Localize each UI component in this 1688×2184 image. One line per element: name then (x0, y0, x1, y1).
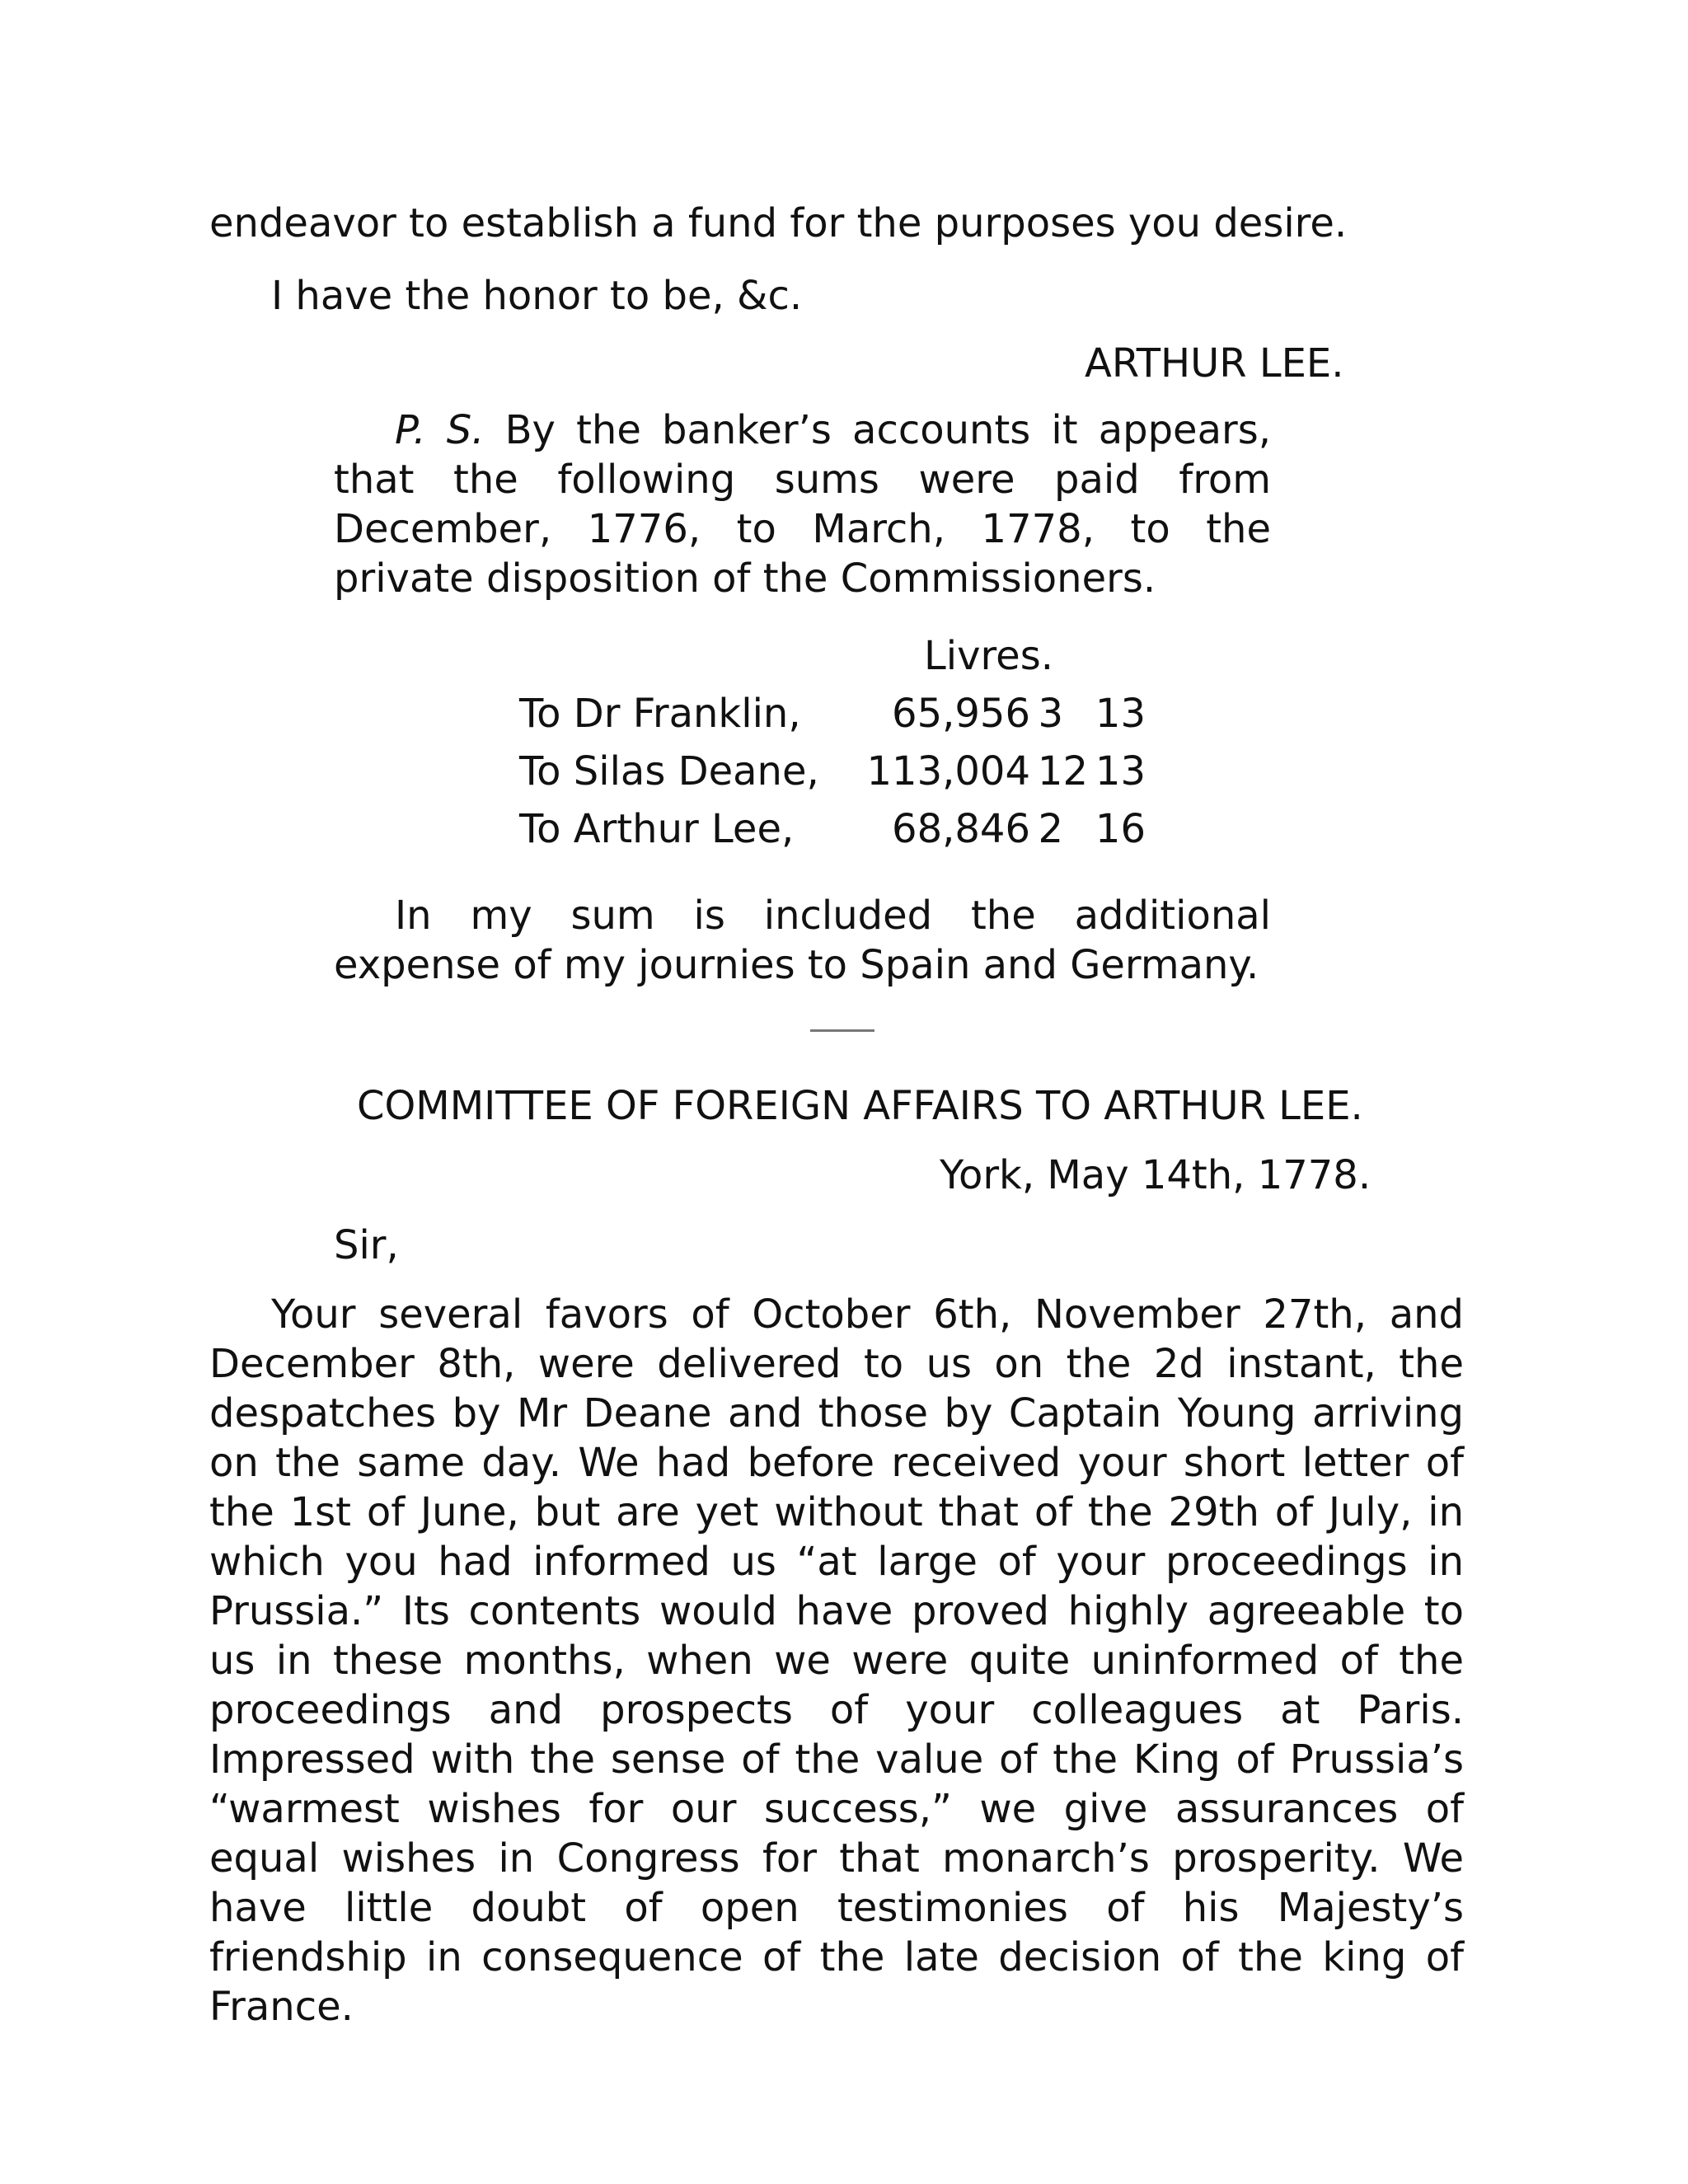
section-divider (810, 1029, 874, 1032)
signature: ARTHUR LEE. (1085, 340, 1344, 387)
ledger-unit-header: Livres. (924, 633, 1053, 679)
postscript-paragraph (334, 405, 1271, 603)
ledger-row-deniers: 16 (1095, 806, 1146, 852)
ledger-row-livres: 113,004 (866, 748, 1030, 794)
continuation-line: endeavor to establish a fund for the purposes you desire. (209, 200, 1348, 246)
letter-dateline: York, May 14th, 1778. (940, 1152, 1372, 1198)
ledger-row-deniers: 13 (1095, 691, 1146, 737)
postscript-text: By the banker’s accounts it appears, that the following sums were paid from December, 1776, to March, 1778, to the private disposition of the Commissioners. (334, 407, 1272, 602)
postscript-note-text: In my sum is included the additional expense of my journies to Spain and Germany. (334, 893, 1271, 988)
ledger-row-livres: 65,956 (892, 691, 1030, 737)
postscript-label: P. S. (395, 407, 485, 453)
postscript-note (334, 891, 1271, 990)
letter-body-text: Your several favors of October 6th, November 27th, and December 8th, were delivered to us on the 2d instant, the despatches by Mr Deane and those by Captain Young arriving on the same day. We had before received your short letter of the 1st of June, but are yet without that of the 29th of July, in which you had informed us “at large of your proceedings in Prussia.” Its contents would have proved highly agreeable to us in these months, when we were quite uninformed of the proceedings and prospects of your colleagues at Paris. Impressed with the sense of the value of the King of Prussia’s “warmest wishes for our success,” we give assurances of equal wishes in Congress for that monarch’s prosperity. We have little doubt of open testimonies of his Majesty’s friendship in consequence of the late decision of the king of France. (209, 1291, 1464, 2030)
ledger-row-sols: 2 (1038, 806, 1063, 852)
closing-line: I have the honor to be, &c. (271, 273, 803, 319)
ledger-row-name: To Silas Deane, (519, 748, 819, 794)
ledger-row-name: To Dr Franklin, (519, 691, 801, 737)
ledger-row-name: To Arthur Lee, (519, 806, 795, 852)
ledger-row-deniers: 13 (1095, 748, 1146, 794)
letter-body (209, 1290, 1464, 2032)
ledger-row-livres: 68,846 (892, 806, 1030, 852)
letter-salutation: Sir, (334, 1222, 399, 1268)
ledger-row-sols: 3 (1038, 691, 1063, 737)
ledger-row-sols: 12 (1037, 748, 1088, 794)
letter-heading: COMMITTEE OF FOREIGN AFFAIRS TO ARTHUR LEE. (357, 1083, 1363, 1129)
